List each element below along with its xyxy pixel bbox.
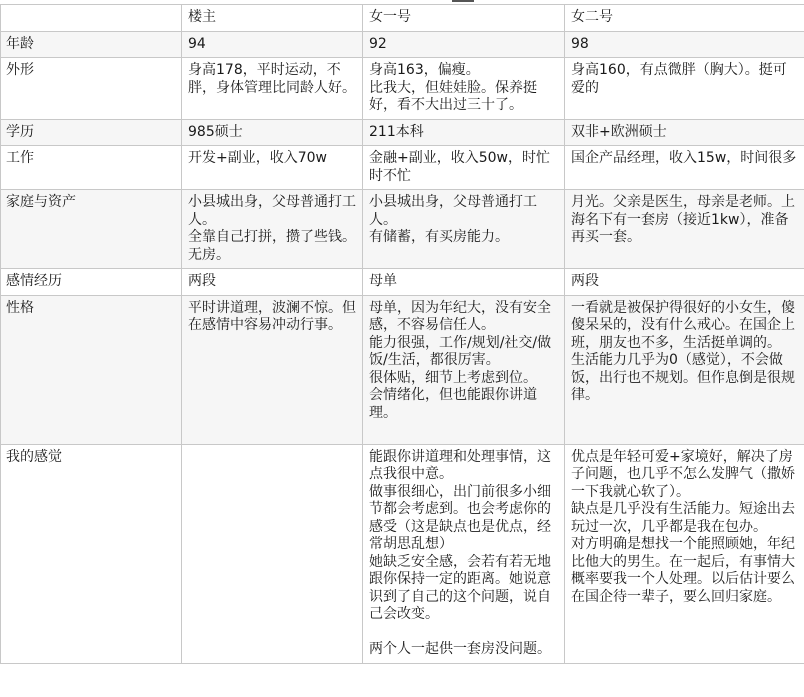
table-cell (565, 119, 804, 146)
cell-paragraph: 98 (571, 35, 589, 52)
cell-paragraph: 对方明确是想找一个能照顾她，年纪比他大的男生。在一起后，有事情大概率要我一个人处理。以后估计要么在国企待一辈子，要么回归家庭。 (571, 536, 795, 605)
table-cell (363, 295, 565, 444)
table-cell (182, 119, 363, 146)
header-cell-louzhu: 楼主 (182, 5, 363, 32)
cell-paragraph: 比我大，但娃娃脸。保养挺好，看不大出过三十了。 (369, 79, 537, 113)
cell-paragraph: 一看就是被保护得很好的小女生，傻傻呆呆的，没有什么戒心。在国企上班，朋友也不多，生活挺单调的。 (571, 299, 795, 351)
cell-paragraph: 优点是年轻可爱+家境好，解决了房子问题，也几乎不怎么发脾气（撒娇一下我就心软了）。 (571, 448, 795, 500)
cell-paragraph: 能力很强，工作/规划/社交/做饭/生活，都很厉害。 (369, 334, 552, 368)
cell-paragraph: 缺点是几乎没有生活能力。短途出去玩过一次，几乎都是我在包办。 (571, 501, 795, 535)
cell-paragraph: 两段 (571, 273, 599, 289)
cell-paragraph: 开发+副业，收入70w (188, 150, 327, 166)
table-cell (565, 444, 804, 663)
table-row (1, 190, 804, 269)
cell-paragraph: 有储蓄，有买房能力。 (369, 229, 509, 245)
table-row (1, 146, 804, 190)
cell-paragraph: 国企产品经理，收入15w，时间很多 (571, 150, 797, 166)
cell-paragraph: 很体贴，细节上考虑到位。 (369, 369, 537, 386)
table-cell (182, 31, 363, 58)
row-label: 年龄 (1, 31, 182, 58)
table-cell (363, 269, 565, 296)
table-cell (565, 295, 804, 444)
table-cell (363, 58, 565, 120)
cell-paragraph: 全靠自己打拼，攒了些钱。无房。 (188, 229, 356, 263)
table-cell (565, 146, 804, 190)
table-cell (182, 444, 363, 663)
cell-paragraph: 她缺乏安全感，会若有若无地跟你保持一定的距离。她说意识到了自己的这个问题，说自己会改变。 (369, 553, 551, 622)
cell-paragraph: 身高178，平时运动，不胖，身体管理比同龄人好。 (188, 62, 356, 96)
cell-paragraph: 母单 (369, 273, 397, 289)
cell-paragraph: 小县城出身，父母普通打工人。 (369, 194, 537, 228)
table-row (1, 295, 804, 444)
table-cell (182, 269, 363, 296)
table-cell (363, 146, 565, 190)
top-edge-mark (452, 0, 474, 2)
cell-paragraph: 身高160，有点微胖（胸大）。挺可爱的 (571, 62, 787, 96)
row-label: 学历 (1, 119, 182, 146)
comparison-table (0, 4, 804, 664)
table-row (1, 444, 804, 663)
table-cell (565, 58, 804, 120)
table-cell (182, 146, 363, 190)
row-label: 感情经历 (1, 269, 182, 296)
cell-paragraph: 母单，因为年纪大，没有安全感，不容易信任人。 (369, 299, 551, 333)
row-label: 工作 (1, 146, 182, 190)
cell-paragraph: 92 (369, 35, 387, 52)
table-cell (363, 31, 565, 58)
row-label: 我的感觉 (1, 444, 182, 663)
cell-paragraph: 金融+副业，收入50w，时忙时不忙 (369, 150, 550, 184)
cell-paragraph: 生活能力几乎为0（感觉），不会做饭，出行也不规划。但作息倒是很规律。 (571, 352, 795, 403)
cell-paragraph: 月光。父亲是医生，母亲是老师。上海名下有一套房（接近1kw），准备再买一套。 (571, 194, 795, 245)
cell-paragraph: 会情绪化，但也能跟你讲道理。 (369, 387, 537, 421)
cell-paragraph: 双非+欧洲硕士 (571, 123, 667, 140)
table-cell (565, 190, 804, 269)
table-cell (565, 31, 804, 58)
row-label: 性格 (1, 295, 182, 444)
cell-paragraph: 211本科 (369, 123, 424, 140)
header-cell-nv1: 女一号 (363, 5, 565, 32)
cell-paragraph: 能跟你讲道理和处理事情，这点我很中意。 (369, 448, 551, 482)
table-row (1, 119, 804, 146)
cell-paragraph: 小县城出身，父母普通打工人。 (188, 194, 356, 228)
cell-paragraph: 两段 (188, 273, 216, 289)
table-cell (182, 190, 363, 269)
row-label: 外形 (1, 58, 182, 120)
cell-paragraph: 身高163，偏瘦。 (369, 62, 480, 78)
table-row (1, 58, 804, 120)
cell-paragraph: 985硕士 (188, 123, 243, 140)
cell-paragraph: 94 (188, 35, 206, 52)
table-cell (363, 119, 565, 146)
table-cell (182, 58, 363, 120)
table-cell (363, 190, 565, 269)
cell-paragraph: 做事很细心，出门前很多小细节都会考虑到。也会考虑你的感受（这是缺点也是优点，经常胡思乱想） (369, 483, 551, 552)
table-row (1, 269, 804, 296)
table-cell (363, 444, 565, 663)
cell-paragraph: 平时讲道理，波澜不惊。但在感情中容易冲动行事。 (188, 299, 356, 333)
table-body (1, 5, 804, 664)
row-label: 家庭与资产 (1, 190, 182, 269)
table-cell (182, 295, 363, 444)
header-cell-nv2: 女二号 (565, 5, 804, 32)
header-row (1, 5, 804, 32)
table-row (1, 31, 804, 58)
cell-paragraph: 两个人一起供一套房没问题。 (369, 641, 551, 657)
header-cell-empty (1, 5, 182, 32)
table-cell (565, 269, 804, 296)
